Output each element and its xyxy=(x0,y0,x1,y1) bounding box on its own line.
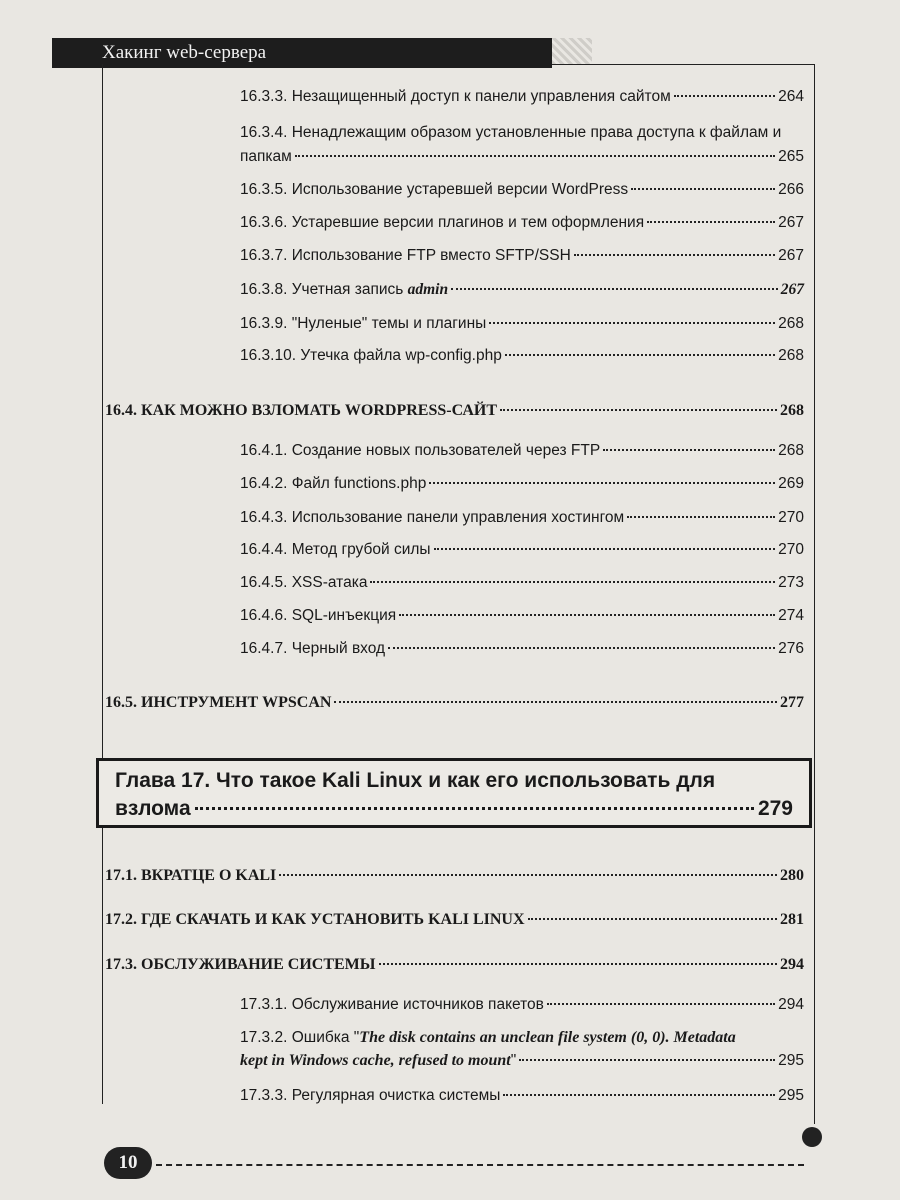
chapter-title-line2 xyxy=(115,797,793,821)
toc-entry-page: 273 xyxy=(778,574,804,591)
toc-section-page: 277 xyxy=(780,694,804,711)
toc-entry-16-4-6[interactable] xyxy=(240,607,804,625)
toc-entry-label xyxy=(240,281,448,299)
toc-entry-label-em: The disk contains an unclean file system (0, 0). Metadata xyxy=(359,1029,736,1046)
toc-entry-label: 16.4.7. Черный вход xyxy=(240,640,386,657)
toc-entry-label-em: kept in Windows cache, refused to mount xyxy=(240,1052,511,1069)
leader-dots xyxy=(451,288,778,290)
toc-section-16-4[interactable] xyxy=(105,402,804,420)
leader-dots xyxy=(519,1059,775,1061)
toc-entry-page: 270 xyxy=(778,509,804,526)
toc-entry-16-3-9[interactable] xyxy=(240,315,804,333)
leader-dots xyxy=(388,647,775,649)
chapter-17-box[interactable] xyxy=(96,758,812,828)
toc-entry-page: 295 xyxy=(778,1052,804,1069)
toc-section-label: 16.4. КАК МОЖНО ВЗЛОМАТЬ WORDPRESS-САЙТ xyxy=(105,402,498,419)
toc-entry-label: 16.4.5. XSS-атака xyxy=(240,574,368,591)
toc-section-label: 17.2. ГДЕ СКАЧАТЬ И КАК УСТАНОВИТЬ KALI LINUX xyxy=(105,911,525,928)
chapter-title-end: взлома xyxy=(115,797,191,820)
footer-ornament xyxy=(802,1127,822,1147)
toc-entry-16-3-10[interactable] xyxy=(240,347,804,365)
toc-entry-page: 268 xyxy=(778,347,804,364)
leader-dots xyxy=(379,963,778,965)
leader-dots xyxy=(528,918,777,920)
toc-section-page: 294 xyxy=(780,956,804,973)
leader-dots xyxy=(503,1094,775,1096)
header-ornament xyxy=(552,38,592,64)
toc-entry-16-4-4[interactable] xyxy=(240,541,804,559)
toc-section-17-3[interactable] xyxy=(105,956,804,974)
toc-entry-16-4-5[interactable] xyxy=(240,574,804,592)
toc-entry-17-3-2[interactable] xyxy=(240,1052,804,1070)
leader-dots xyxy=(647,221,775,223)
leader-dots xyxy=(489,322,775,324)
toc-entry-17-3-2-line1[interactable] xyxy=(240,1029,736,1047)
leader-dots xyxy=(631,188,775,190)
toc-section-16-5[interactable] xyxy=(105,694,804,712)
leader-dots xyxy=(434,548,776,550)
toc-section-page: 281 xyxy=(780,911,804,928)
toc-entry-page: 295 xyxy=(778,1087,804,1104)
toc-entry-label-em: admin xyxy=(407,281,449,298)
chapter-page: 279 xyxy=(757,797,793,820)
toc-entry-page: 269 xyxy=(778,475,804,492)
toc-section-page: 268 xyxy=(780,402,804,419)
toc-entry-16-4-7[interactable] xyxy=(240,640,804,658)
toc-section-17-1[interactable] xyxy=(105,867,804,885)
left-margin-rule xyxy=(102,64,103,1104)
toc-entry-16-3-6[interactable] xyxy=(240,214,804,232)
leader-dots xyxy=(674,95,775,97)
toc-entry-page: 276 xyxy=(778,640,804,657)
toc-entry-16-3-5[interactable] xyxy=(240,181,804,199)
toc-section-17-2[interactable] xyxy=(105,911,804,929)
toc-entry-16-3-7[interactable] xyxy=(240,247,804,265)
toc-entry-page: 264 xyxy=(778,88,804,105)
leader-dots xyxy=(370,581,775,583)
toc-entry-page: 267 xyxy=(780,281,804,298)
leader-dots xyxy=(295,155,775,157)
leader-dots xyxy=(334,701,777,703)
toc-entry-page: 294 xyxy=(778,996,804,1013)
toc-section-label: 17.3. ОБСЛУЖИВАНИЕ СИСТЕМЫ xyxy=(105,956,376,973)
toc-entry-17-3-1[interactable] xyxy=(240,996,804,1014)
toc-section-label: 17.1. ВКРАТЦЕ О KALI xyxy=(105,867,277,884)
running-header xyxy=(52,38,552,68)
toc-entry-16-4-2[interactable] xyxy=(240,475,804,493)
toc-entry-label xyxy=(240,1052,516,1070)
leader-dots xyxy=(505,354,775,356)
toc-entry-label: 16.4.1. Создание новых пользователей через FTP xyxy=(240,442,601,459)
toc-entry-page: 274 xyxy=(778,607,804,624)
toc-entry-label-text: 16.3.8. Учетная запись xyxy=(240,281,408,298)
toc-entry-16-3-4[interactable] xyxy=(240,148,804,166)
toc-entry-label: 16.3.5. Использование устаревшей версии WordPress xyxy=(240,181,629,198)
header-rule xyxy=(552,64,814,65)
toc-entry-page: 268 xyxy=(778,442,804,459)
leader-dots xyxy=(500,409,777,411)
toc-entry-page: 268 xyxy=(778,315,804,332)
toc-entry-16-4-3[interactable] xyxy=(240,509,804,527)
page-number: 10 xyxy=(104,1147,152,1179)
toc-entry-label: 16.4.3. Использование панели управления хостингом xyxy=(240,509,625,526)
leader-dots xyxy=(627,516,775,518)
footer-dotted-rule xyxy=(156,1164,804,1166)
toc-entry-label-quote: " xyxy=(510,1052,517,1069)
toc-entry-label: 17.3.1. Обслуживание источников пакетов xyxy=(240,996,544,1013)
toc-entry-label: 16.3.9. "Нуленые" темы и плагины xyxy=(240,315,487,332)
toc-entry-label: 17.3.2. Ошибка " xyxy=(240,1029,360,1046)
toc-entry-17-3-3[interactable] xyxy=(240,1087,804,1105)
chapter-title-line1: Глава 17. Что такое Kali Linux и как его использовать для xyxy=(115,769,716,792)
toc-entry-label: 16.4.4. Метод грубой силы xyxy=(240,541,431,558)
toc-entry-16-3-8[interactable] xyxy=(240,281,804,299)
toc-entry-label: папкам xyxy=(240,148,292,165)
toc-section-page: 280 xyxy=(780,867,804,884)
toc-entry-label: 16.3.3. Незащищенный доступ к панели управления сайтом xyxy=(240,88,671,105)
toc-entry-label: 16.3.6. Устаревшие версии плагинов и тем оформления xyxy=(240,214,645,231)
leader-dots xyxy=(603,449,775,451)
toc-entry-page: 267 xyxy=(778,214,804,231)
toc-entry-page: 270 xyxy=(778,541,804,558)
toc-entry-16-3-4-line1[interactable]: 16.3.4. Ненадлежащим образом установленные права доступа к файлам и xyxy=(240,124,782,141)
running-header-title: Хакинг web-сервера xyxy=(102,42,267,63)
toc-entry-page: 265 xyxy=(778,148,804,165)
toc-entry-label: 16.4.6. SQL-инъекция xyxy=(240,607,397,624)
leader-dots xyxy=(399,614,775,616)
leader-dots xyxy=(547,1003,775,1005)
toc-entry-label: 17.3.3. Регулярная очистка системы xyxy=(240,1087,501,1104)
toc-section-label: 16.5. ИНСТРУМЕНТ WPSCAN xyxy=(105,694,332,711)
leader-dots xyxy=(429,482,775,484)
toc-entry-16-4-1[interactable] xyxy=(240,442,804,460)
toc-entry-label: 16.3.10. Утечка файла wp-config.php xyxy=(240,347,502,364)
toc-entry-16-3-3[interactable] xyxy=(240,88,804,106)
toc-entry-page: 266 xyxy=(778,181,804,198)
toc-entry-page: 267 xyxy=(778,247,804,264)
leader-dots xyxy=(195,807,754,810)
right-margin-rule xyxy=(814,64,815,1124)
leader-dots xyxy=(279,874,777,876)
toc-entry-label: 16.3.7. Использование FTP вместо SFTP/SSH xyxy=(240,247,571,264)
toc-entry-label: 16.4.2. Файл functions.php xyxy=(240,475,427,492)
leader-dots xyxy=(574,254,775,256)
